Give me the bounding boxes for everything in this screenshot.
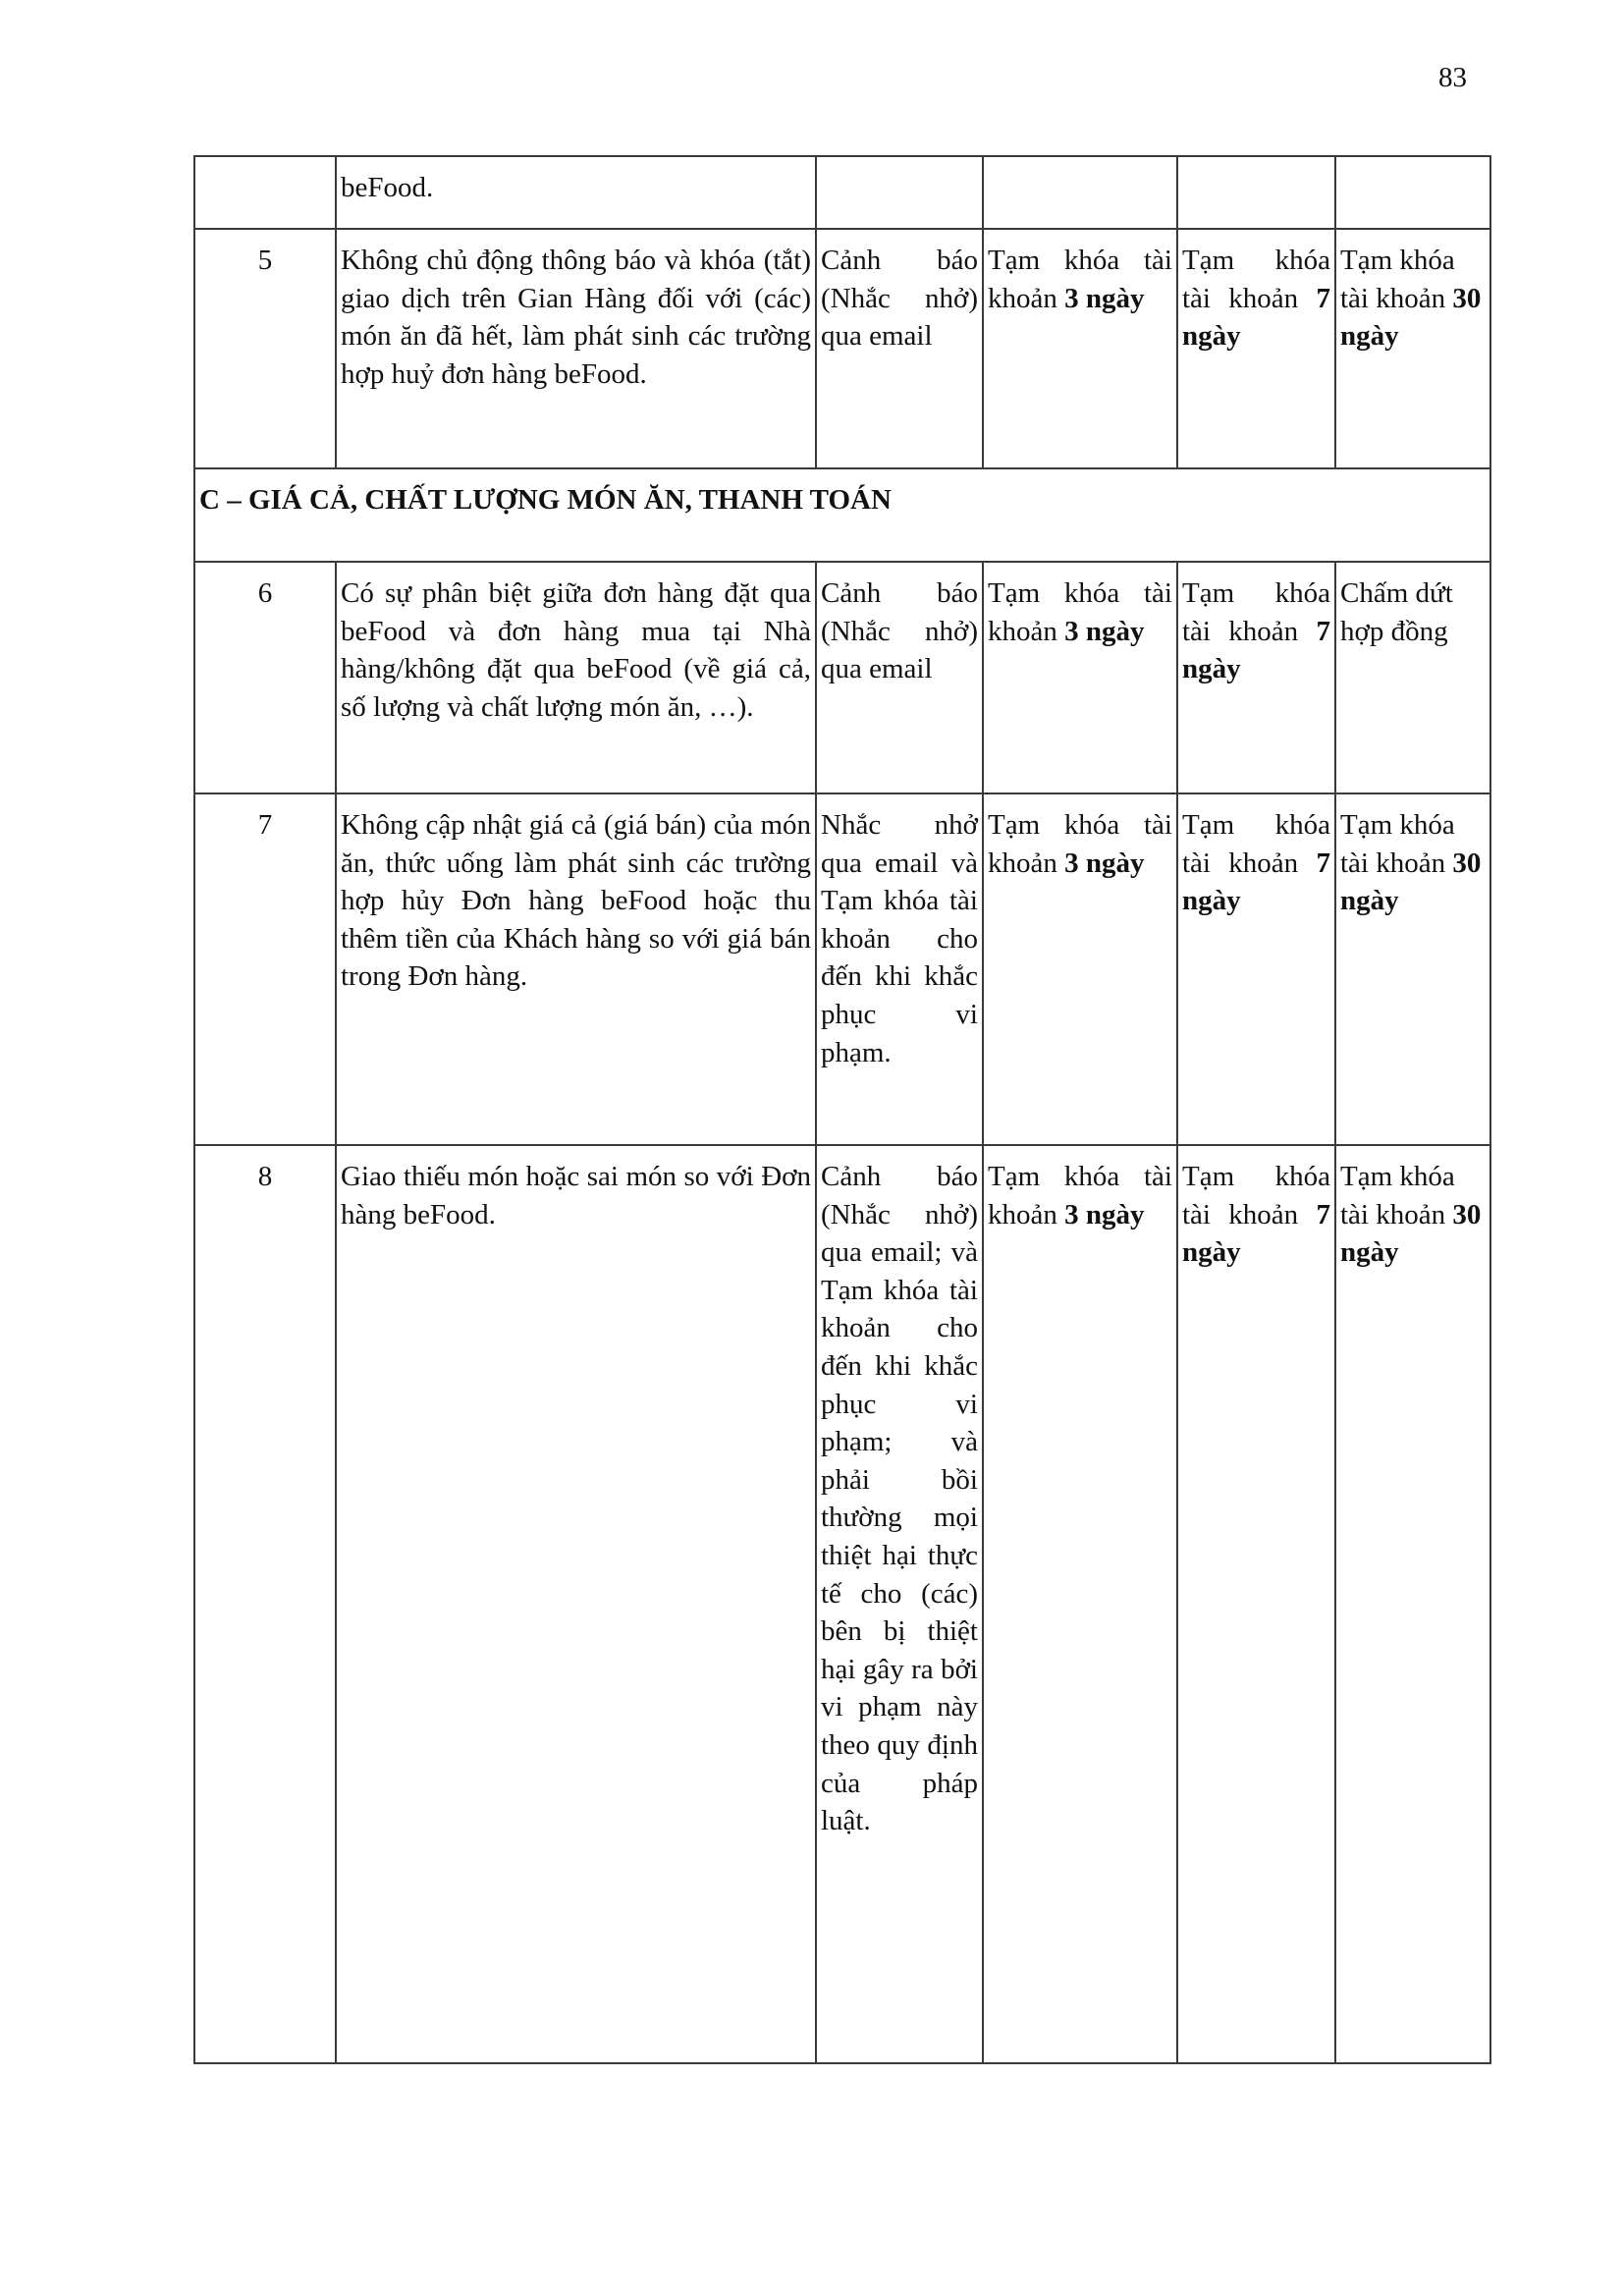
penalty-text: Tạm khóa tài khoản <box>1182 577 1330 647</box>
cell-level-2 <box>983 1145 1177 2063</box>
table-row <box>194 562 1490 793</box>
penalty-text: Chấm dứt hợp đồng <box>1340 577 1453 647</box>
penalty-text: Tạm khóa tài khoản <box>1340 245 1455 314</box>
penalty-text: Tạm khóa tài khoản <box>988 1161 1172 1230</box>
penalty-text: Tạm khóa tài khoản <box>1182 1161 1330 1230</box>
cell-level-1: Nhắc nhở qua email và Tạm khóa tài khoản cho đến khi khắc phục vi phạm. <box>816 793 983 1145</box>
cell-level-2 <box>983 562 1177 793</box>
section-title: C – GIÁ CẢ, CHẤT LƯỢNG MÓN ĂN, THANH TOÁN <box>194 468 1490 562</box>
penalty-text: Tạm khóa tài khoản <box>988 245 1172 314</box>
penalty-duration: 3 ngày <box>1064 615 1145 647</box>
cell-level-1 <box>816 156 983 229</box>
cell-level-4 <box>1335 1145 1490 2063</box>
cell-level-2 <box>983 156 1177 229</box>
violation-penalty-table <box>193 155 1491 2064</box>
cell-description: beFood. <box>336 156 816 229</box>
penalty-duration: 30 ngày <box>1340 282 1482 353</box>
cell-no: 8 <box>194 1145 336 2063</box>
penalty-duration: 3 ngày <box>1064 847 1145 879</box>
table-row <box>194 229 1490 468</box>
cell-level-3 <box>1177 156 1335 229</box>
cell-level-2 <box>983 229 1177 468</box>
cell-no: 6 <box>194 562 336 793</box>
penalty-text: Tạm khóa tài khoản <box>988 577 1172 647</box>
cell-level-1: Cảnh báo (Nhắc nhở) qua email <box>816 229 983 468</box>
penalty-duration: 3 ngày <box>1064 282 1145 314</box>
cell-level-3 <box>1177 1145 1335 2063</box>
penalty-duration: 7 ngày <box>1182 1198 1331 1269</box>
table-row <box>194 793 1490 1145</box>
penalty-text: Tạm khóa tài khoản <box>988 809 1172 879</box>
cell-description: Có sự phân biệt giữa đơn hàng đặt qua beFood và đơn hàng mua tại Nhà hàng/không đặt qua beFood (về giá cả, số lượng và chất lượng món ăn, …). <box>336 562 816 793</box>
penalty-duration: 7 ngày <box>1182 282 1331 353</box>
cell-no: 5 <box>194 229 336 468</box>
cell-level-4 <box>1335 793 1490 1145</box>
cell-description: Không cập nhật giá cả (giá bán) của món ăn, thức uống làm phát sinh các trường hợp hủy Đơn hàng beFood hoặc thu thêm tiền của Khách hàng so với giá bán trong Đơn hàng. <box>336 793 816 1145</box>
cell-level-3 <box>1177 229 1335 468</box>
penalty-duration: 30 ngày <box>1340 1198 1482 1269</box>
penalty-duration: 7 ngày <box>1182 615 1331 685</box>
cell-level-3 <box>1177 562 1335 793</box>
cell-no: 7 <box>194 793 336 1145</box>
table-row <box>194 1145 1490 2063</box>
penalty-duration: 3 ngày <box>1064 1198 1145 1230</box>
cell-description: Giao thiếu món hoặc sai món so với Đơn hàng beFood. <box>336 1145 816 2063</box>
table-row-continuation <box>194 156 1490 229</box>
cell-no <box>194 156 336 229</box>
cell-level-4 <box>1335 562 1490 793</box>
cell-description: Không chủ động thông báo và khóa (tắt) giao dịch trên Gian Hàng đối với (các) món ăn đã hết, làm phát sinh các trường hợp huỷ đơn hàng beFood. <box>336 229 816 468</box>
penalty-text: Tạm khóa tài khoản <box>1182 809 1330 879</box>
penalty-duration: 7 ngày <box>1182 847 1331 917</box>
section-header-row <box>194 468 1490 562</box>
cell-level-4 <box>1335 229 1490 468</box>
penalty-duration: 30 ngày <box>1340 847 1482 917</box>
penalty-text: Tạm khóa tài khoản <box>1340 809 1455 879</box>
cell-level-1: Cảnh báo (Nhắc nhở) qua email <box>816 562 983 793</box>
cell-level-2 <box>983 793 1177 1145</box>
penalty-text: Tạm khóa tài khoản <box>1182 245 1330 314</box>
penalty-text: Tạm khóa tài khoản <box>1340 1161 1455 1230</box>
page-number: 83 <box>1438 62 1467 93</box>
cell-level-4 <box>1335 156 1490 229</box>
cell-level-3 <box>1177 793 1335 1145</box>
cell-level-1: Cảnh báo (Nhắc nhở) qua email; và Tạm khóa tài khoản cho đến khi khắc phục vi phạm; và phải bồi thường mọi thiệt hại thực tế cho (các) bên bị thiệt hại gây ra bởi vi phạm này theo quy định của pháp luật. <box>816 1145 983 2063</box>
